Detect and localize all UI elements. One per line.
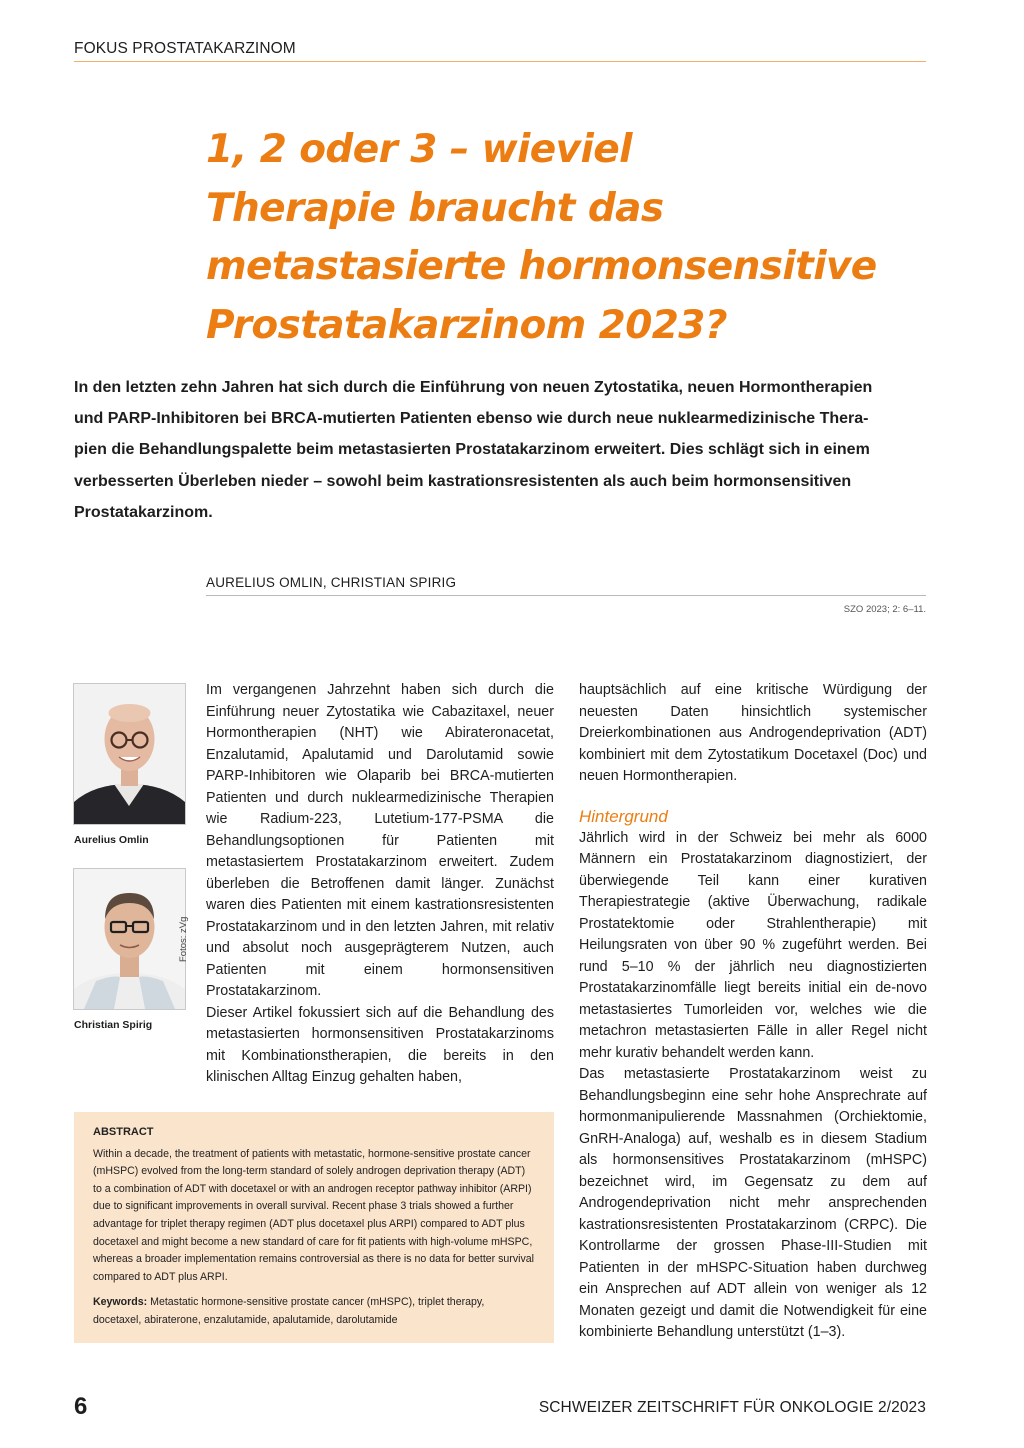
journal-name: SCHWEIZER ZEITSCHRIFT FÜR ONKOLOGIE 2/2023 <box>538 1399 926 1416</box>
title-line: Therapie braucht das <box>206 185 664 231</box>
section-label: FOKUS PROSTATAKARZINOM <box>74 40 296 57</box>
keywords-label: Keywords: <box>93 1296 148 1309</box>
photo-credit: Fotos: zVg <box>178 916 189 962</box>
header-divider <box>74 61 926 62</box>
text-column-right <box>579 680 927 1344</box>
abstract-heading: ABSTRACT <box>93 1126 154 1138</box>
text-column-middle <box>206 680 554 1089</box>
author-photo-omlin <box>73 683 186 825</box>
abstract-box <box>74 1112 554 1343</box>
body-paragraph: Im vergangenen Jahrzehnt haben sich durch die Einführung neuer Zytostatika wie Cabazitaxel, neuer Hormontherapien (NHT) wie Abirateronacetat, Enzalutamid, Apalutamid und Darolutamid sowie PARP-Inhibitoren wie Olaparib bei BRCA-mutierten Patienten und durch nuklearmedizinische Therapien wie Radium-223, Lutetium-177-PSMA die Behandlungsoptionen für Patienten mit metastasiertem Prostatakarzinom erweitert. Zudem überleben die Betroffenen damit länger. Zunächst waren dies Patienten mit einem kastrationsresistenten Prostatakarzinom und in den letzten Jahren, mit relativ und absolut noch ausgeprägterem Nutzen, auch Patienten mit einem hormonsensitiven Prostatakarzinom. <box>206 682 554 999</box>
byline-divider <box>206 595 926 596</box>
abstract-keywords <box>93 1294 535 1329</box>
portrait-image <box>74 684 185 824</box>
body-paragraph: Jährlich wird in der Schweiz bei mehr als 6000 Männern ein Prostatakarzinom diagnostiziert, der überwiegende Teil kann einer kurativen Therapiestrategie (aktive Überwachung, radikale Prostatektomie oder Strahlentherapie) mit Heilungsraten von über 90 % zugeführt werden. Bei rund 5–10 % der jährlich neu diagnostizierten Prostatakarzinomfälle liegt bereits initial ein de-novo metastasiertes Tumorleiden vor, welches wie die metachron metastasierten Fälle in aller Regel nicht mehr kurativ behandelt werden kann. <box>579 829 927 1061</box>
title-line: Prostatakarzinom 2023? <box>206 302 727 348</box>
title-line: 1, 2 oder 3 – wieviel <box>206 127 632 172</box>
keywords-list: Metastatic hormone-sensitive prostate cancer (mHSPC), triplet therapy, docetaxel, abiraterone, enzalutamide, apalutamide, darolutamide <box>93 1296 485 1326</box>
photo-caption: Christian Spirig <box>74 1019 153 1031</box>
page-number: 6 <box>74 1393 88 1420</box>
lead-line: pien die Behandlungspalette beim metastasierten Prostatakarzinom erweitert. Dies schlägt sich in einem <box>74 441 870 459</box>
lead-line: verbesserten Überleben nieder – sowohl beim kastrationsresistenten als auch beim hormonsensitiven <box>74 472 852 490</box>
photo-caption: Aurelius Omlin <box>74 834 149 846</box>
author-byline: AURELIUS OMLIN, CHRISTIAN SPIRIG <box>206 575 457 590</box>
section-heading: Hintergrund <box>579 806 668 826</box>
body-paragraph: Das metastasierte Prostatakarzinom weist zu Behandlungsbeginn eine sehr hohe Ansprechrate auf hormonmanipulierende Massnahmen (Orchiektomie, GnRH-Analoga) auf, weshalb es in diesem Stadium als hormonsensitives Prostatakarzinom (mHSPC) bezeichnet wird, im Gegensatz zu dem auf Androgendeprivation nicht mehr ansprechenden kastrationsresistenten Prostatakarzinom (CRPC). Die Kontrollarme der grossen Phase-III-Studien mit Patienten in der mHSPC-Situation haben durchweg ein Ansprechen auf ADT allein von weniger als 12 Monaten gezeigt und damit die Notwendigkeit für eine kombinierte Behandlung unterstützt (1–3). <box>579 1066 927 1340</box>
abstract-text: Within a decade, the treatment of patients with metastatic, hormone-sensitive prostate cancer (mHSPC) evolved from the long-term standard of solely androgen deprivation therapy (ADT) to a combination of ADT with docetaxel or with an androgen receptor pathway inhibitor (ARPI) due to significant improvements in overall survival. Recent phase 3 trials showed a further advantage for triplet therapy regimen (ADT plus docetaxel plus ARPI) compared to ADT plus docetaxel and might become a new standard of care for fit patients with high-volume mHSPC, whereas a broader implementation remains controversial as there is no data for better survival compared to ADT plus ARPI. <box>93 1147 535 1283</box>
citation: SZO 2023; 2: 6–11. <box>843 604 926 615</box>
author-photo-spirig <box>73 868 186 1010</box>
portrait-image <box>74 869 185 1009</box>
lead-paragraph <box>74 372 926 528</box>
body-paragraph: hauptsächlich auf eine kritische Würdigung der neuesten Daten hinsichtlich systemischer Dreierkombinationen aus Androgendeprivation (ADT) kombiniert mit dem Zytostatikum Docetaxel (Doc) und neuen Hormontherapien. <box>579 682 927 784</box>
lead-line: und PARP-Inhibitoren bei BRCA-mutierten Patienten ebenso wie durch neue nuklearmedizinische Thera- <box>74 410 869 428</box>
title-line: metastasierte hormonsensitive <box>206 244 877 289</box>
lead-line: In den letzten zehn Jahren hat sich durch die Einführung von neuen Zytostatika, neuen Hormontherapien <box>74 379 873 396</box>
lead-line: Prostatakarzinom. <box>74 503 213 521</box>
body-paragraph: Dieser Artikel fokussiert sich auf die Behandlung des metastasierten hormonsensitiven Prostatakarzinoms mit Kombinationstherapien, die bereits in den klinischen Alltag Einzug gehalten haben, <box>206 1004 554 1085</box>
article-title <box>206 121 916 355</box>
